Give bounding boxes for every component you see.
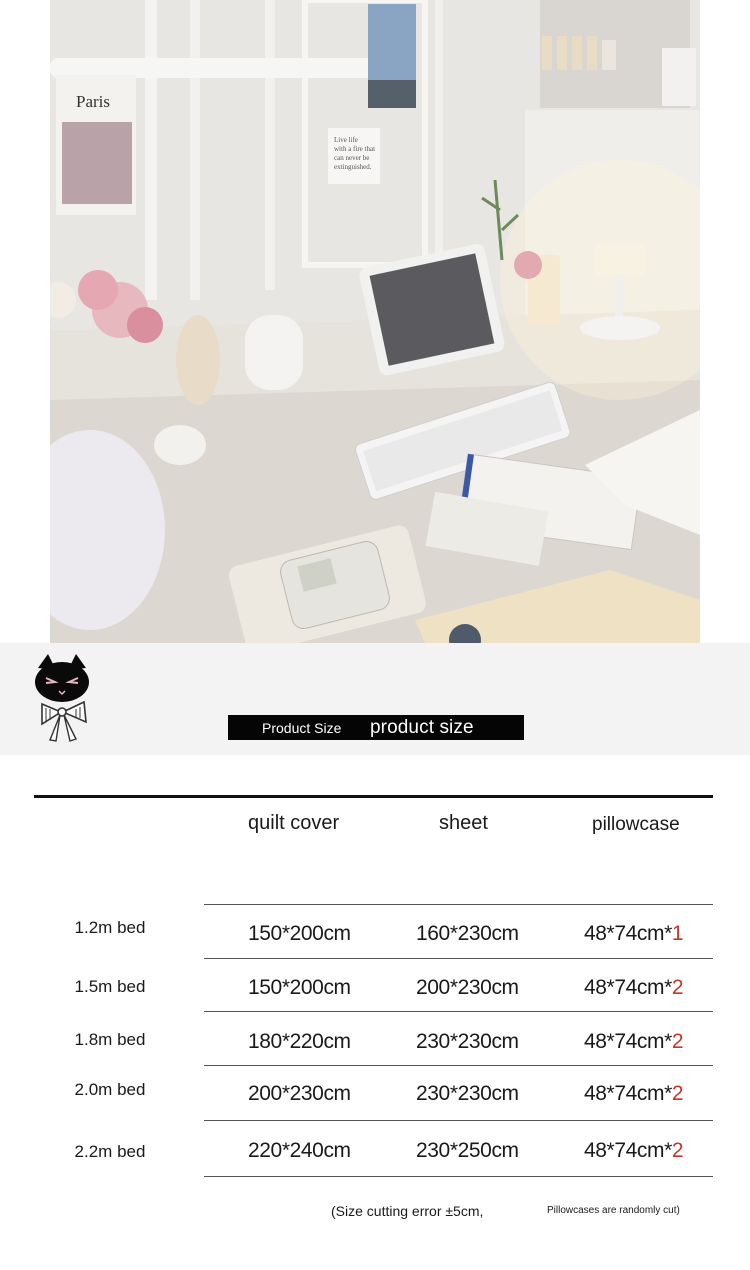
product-size-tag [228,715,524,740]
cat-with-bow-icon [30,652,100,749]
table-top-rule [34,795,713,798]
row-divider [204,904,713,905]
pillowcase-size: 48*74cm* [584,1030,672,1053]
row-label-1.5m: 1.5m bed [74,977,146,996]
poster-paris-text: Paris [76,92,110,111]
row-label-1.2m: 1.2m bed [74,918,146,937]
row-divider [204,1176,713,1177]
cell-pillowcase [584,1082,683,1106]
svg-text:extinguished.: extinguished. [334,163,372,171]
header-quilt-cover: quilt cover [248,812,340,834]
pillowcase-size: 48*74cm* [584,1082,672,1105]
row-divider [204,1120,713,1121]
cell-quilt-cover: 150*200cm [248,922,351,945]
hero-photo [50,0,700,643]
row-divider [204,958,713,959]
cell-pillowcase [584,922,683,946]
svg-text:Live life: Live life [334,136,358,144]
size-tag-large-text: product size [370,716,474,738]
desk-scene-illustration [50,0,700,643]
pillowcase-qty: 1 [671,922,684,945]
cell-pillowcase [584,1139,683,1163]
size-error-note: (Size cutting error ±5cm, [331,1203,484,1219]
pillowcase-qty: 2 [671,976,684,999]
cell-pillowcase [584,976,683,1000]
cell-pillowcase [584,1030,683,1054]
pillowcase-size: 48*74cm* [584,976,672,999]
pillowcase-cut-note: Pillowcases are randomly cut) [547,1205,680,1216]
cell-sheet: 230*230cm [416,1030,519,1053]
row-divider [204,1065,713,1066]
pillowcase-size: 48*74cm* [584,1139,672,1162]
pillowcase-qty: 2 [671,1082,684,1105]
cell-sheet: 160*230cm [416,922,519,945]
cell-quilt-cover: 200*230cm [248,1082,351,1105]
cell-sheet: 230*250cm [416,1139,519,1162]
pillowcase-size: 48*74cm* [584,922,672,945]
cell-quilt-cover: 220*240cm [248,1139,351,1162]
row-divider [204,1011,713,1012]
cell-sheet: 230*230cm [416,1082,519,1105]
pillowcase-qty: 2 [671,1139,684,1162]
cell-quilt-cover: 180*220cm [248,1030,351,1053]
row-label-2.2m: 2.2m bed [74,1142,146,1161]
pillowcase-qty: 2 [671,1030,684,1053]
row-label-2.0m: 2.0m bed [74,1080,146,1099]
cell-quilt-cover: 150*200cm [248,976,351,999]
cell-sheet: 200*230cm [416,976,519,999]
size-tag-small-text: Product Size [262,719,342,736]
header-sheet: sheet [439,812,488,834]
svg-text:can never be: can never be [334,154,370,162]
svg-text:with a fire that: with a fire that [334,145,376,153]
header-pillowcase: pillowcase [592,814,680,835]
row-label-1.8m: 1.8m bed [74,1030,146,1049]
